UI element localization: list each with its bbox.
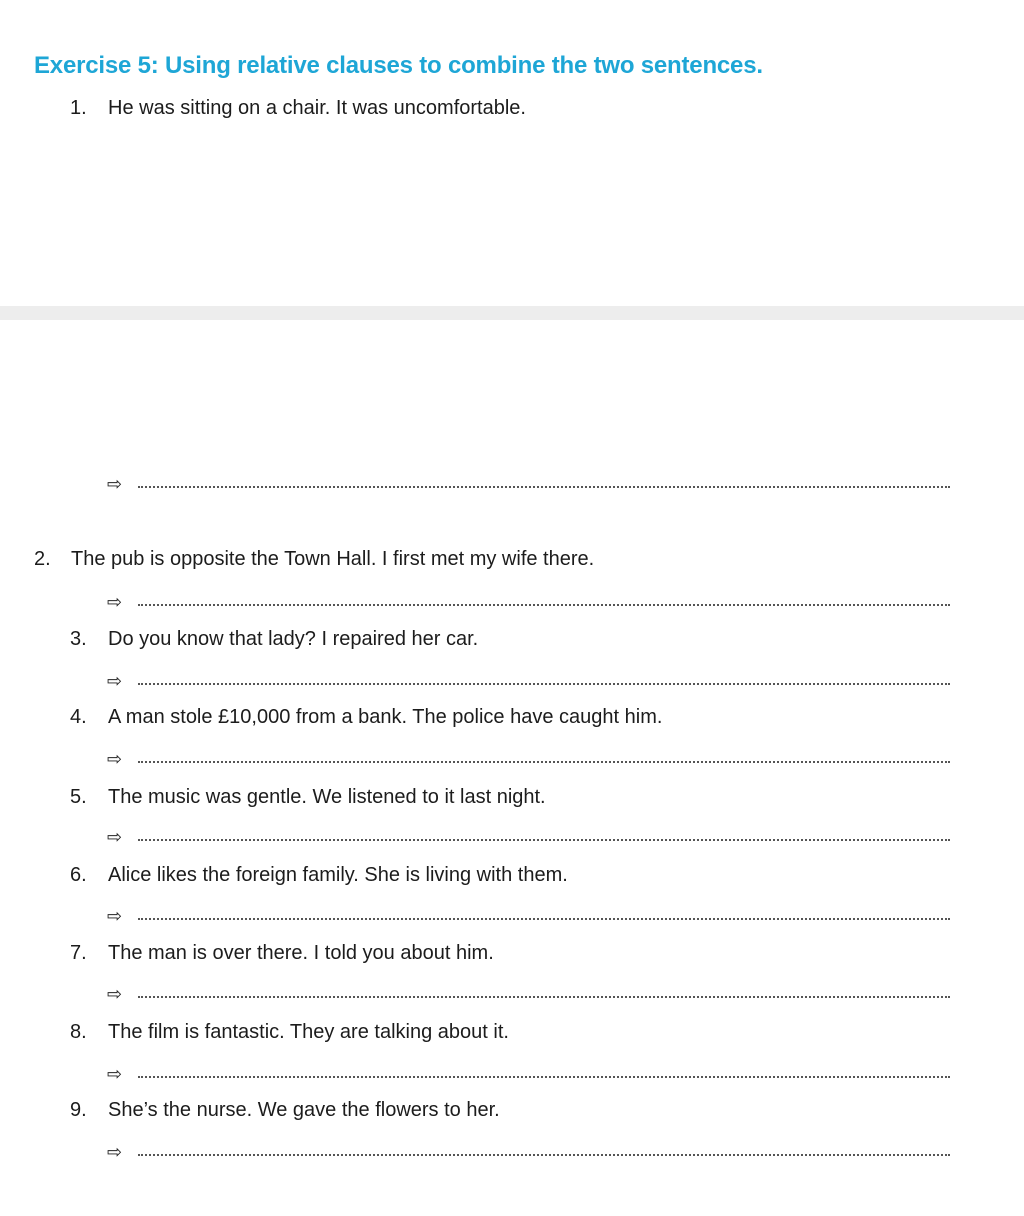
question-text: He was sitting on a chair. It was uncomfortable. [108, 97, 526, 119]
right-arrow-icon: ⇨ [107, 749, 123, 769]
question-text: The pub is opposite the Town Hall. I first met my wife there. [71, 548, 595, 570]
right-arrow-icon: ⇨ [107, 827, 123, 847]
question-text: The film is fantastic. They are talking about it. [108, 1021, 509, 1043]
question-text: She’s the nurse. We gave the flowers to her. [108, 1099, 500, 1121]
question-number: 4. [70, 706, 87, 728]
answer-line[interactable] [138, 996, 950, 998]
question-text: The music was gentle. We listened to it last night. [108, 786, 546, 808]
answer-line[interactable] [138, 918, 950, 920]
question-text: Alice likes the foreign family. She is living with them. [108, 864, 568, 886]
question-text: The man is over there. I told you about him. [108, 942, 494, 964]
answer-line[interactable] [138, 761, 950, 763]
right-arrow-icon: ⇨ [107, 1142, 123, 1162]
question-number: 3. [70, 628, 87, 650]
question-number: 9. [70, 1099, 87, 1121]
question-text: Do you know that lady? I repaired her car. [108, 628, 479, 650]
answer-line[interactable] [138, 839, 950, 841]
answer-line[interactable] [138, 1076, 950, 1078]
question-number: 8. [70, 1021, 87, 1043]
answer-line[interactable] [138, 1154, 950, 1156]
right-arrow-icon: ⇨ [107, 906, 123, 926]
question-number: 2. [34, 548, 51, 570]
question-number: 1. [70, 97, 87, 119]
answer-line[interactable] [138, 604, 950, 606]
answer-line[interactable] [138, 486, 950, 488]
answer-line[interactable] [138, 683, 950, 685]
right-arrow-icon: ⇨ [107, 1064, 123, 1084]
right-arrow-icon: ⇨ [107, 592, 123, 612]
question-number: 6. [70, 864, 87, 886]
right-arrow-icon: ⇨ [107, 671, 123, 691]
page-divider [0, 306, 1024, 320]
right-arrow-icon: ⇨ [107, 474, 123, 494]
question-number: 7. [70, 942, 87, 964]
question-text: A man stole £10,000 from a bank. The police have caught him. [108, 706, 663, 728]
right-arrow-icon: ⇨ [107, 984, 123, 1004]
exercise-title: Exercise 5: Using relative clauses to combine the two sentences. [34, 52, 763, 79]
question-number: 5. [70, 786, 87, 808]
